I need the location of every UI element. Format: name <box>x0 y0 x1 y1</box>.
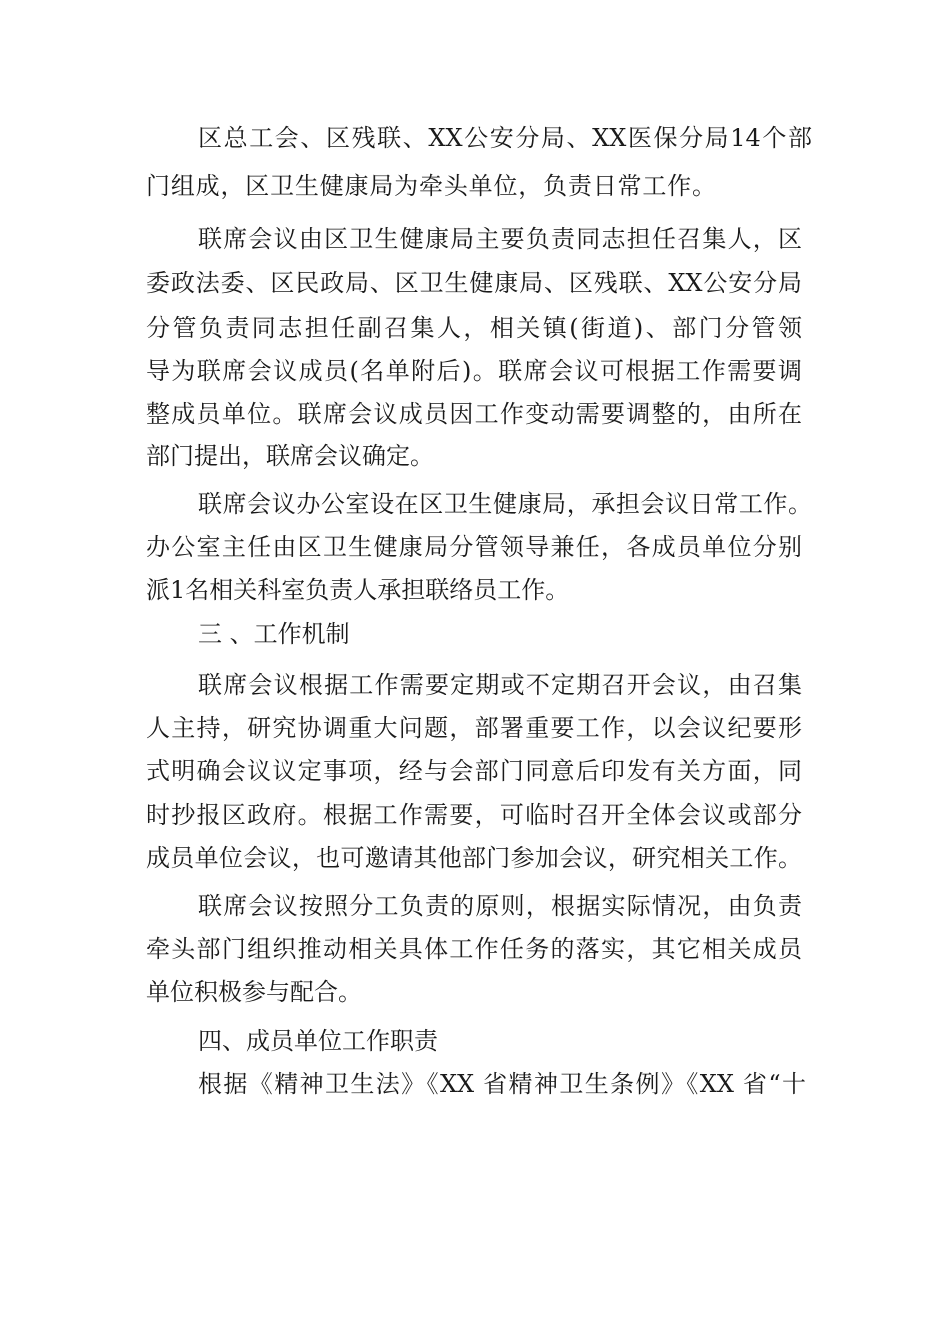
text-line: 区总工会、区残联、XX公安分局、XX医保分局14个部 <box>198 124 812 152</box>
text-line: 导为联席会议成员(名单附后)。联席会议可根据工作需要调 <box>146 357 802 385</box>
text-line: 派1名相关科室负责人承担联络员工作。 <box>146 576 570 604</box>
text-line: 联席会议根据工作需要定期或不定期召开会议，由召集 <box>198 671 802 699</box>
text-line: 人主持，研究协调重大问题，部署重要工作，以会议纪要形 <box>146 714 802 742</box>
text-line: 根据《精神卫生法》《XX 省精神卫生条例》《XX 省“十 <box>198 1070 806 1098</box>
text-line: 时抄报区政府。根据工作需要，可临时召开全体会议或部分 <box>146 801 802 829</box>
text-line: 式明确会议议定事项，经与会部门同意后印发有关方面，同 <box>146 757 802 785</box>
section-heading: 四、成员单位工作职责 <box>198 1027 438 1055</box>
text-line: 联席会议办公室设在区卫生健康局，承担会议日常工作。 <box>198 490 812 518</box>
text-line: 委政法委、区民政局、区卫生健康局、区残联、XX公安分局 <box>146 269 802 297</box>
text-line: 门组成，区卫生健康局为牵头单位，负责日常工作。 <box>146 172 716 200</box>
text-line: 联席会议按照分工负责的原则，根据实际情况，由负责 <box>198 892 802 920</box>
text-line: 部门提出，联席会议确定。 <box>146 442 434 470</box>
text-line: 整成员单位。联席会议成员因工作变动需要调整的，由所在 <box>146 400 802 428</box>
text-line: 成员单位会议，也可邀请其他部门参加会议，研究相关工作。 <box>146 844 802 872</box>
text-line: 牵头部门组织推动相关具体工作任务的落实，其它相关成员 <box>146 935 802 963</box>
text-line: 办公室主任由区卫生健康局分管领导兼任，各成员单位分别 <box>146 533 802 561</box>
text-line: 联席会议由区卫生健康局主要负责同志担任召集人，区 <box>198 225 802 253</box>
section-heading: 三 、工作机制 <box>198 620 350 648</box>
text-line: 分管负责同志担任副召集人，相关镇(街道)、部门分管领 <box>146 314 802 342</box>
text-line: 单位积极参与配合。 <box>146 978 362 1006</box>
